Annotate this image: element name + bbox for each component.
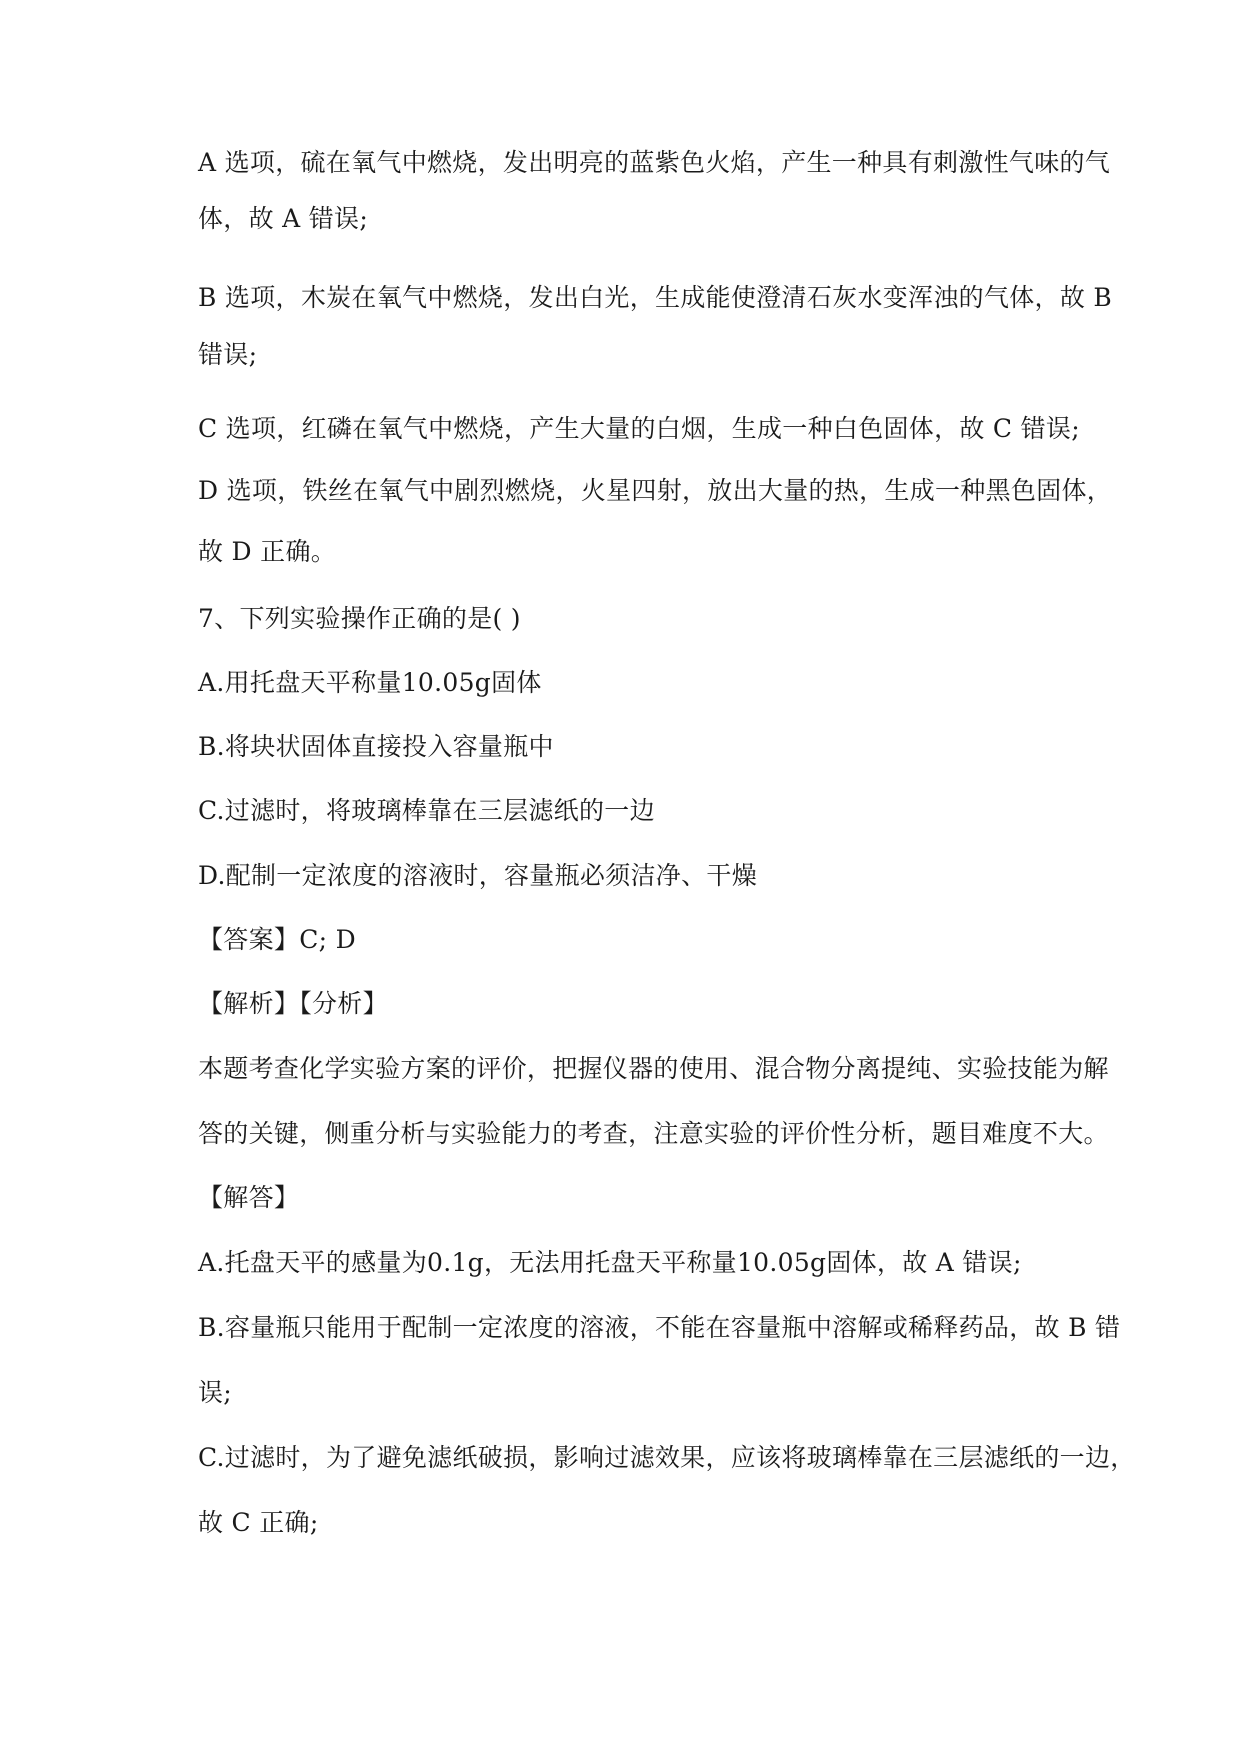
option-b: B.将块状固体直接投入容量瓶中	[198, 732, 554, 761]
text-line: D 选项，铁丝在氧气中剧烈燃烧，火星四射，放出大量的热，生成一种黑色固体，	[198, 476, 1113, 505]
text-line: A.托盘天平的感量为0.1g，无法用托盘天平称量10.05g固体，故 A 错误;	[198, 1248, 1022, 1277]
text-line: 错误;	[198, 340, 258, 369]
text-line: B.容量瓶只能用于配制一定浓度的溶液，不能在容量瓶中溶解或稀释药品，故 B 错	[198, 1313, 1121, 1342]
text-line: C.过滤时，为了避免滤纸破损，影响过滤效果，应该将玻璃棒靠在三层滤纸的一边，	[198, 1443, 1136, 1472]
text-line: A 选项，硫在氧气中燃烧，发出明亮的蓝紫色火焰，产生一种具有刺激性气味的气	[198, 148, 1111, 177]
option-a: A.用托盘天平称量10.05g固体	[198, 668, 542, 697]
text-line: 本题考查化学实验方案的评价，把握仪器的使用、混合物分离提纯、实验技能为解	[198, 1054, 1109, 1083]
text-line: 故 D 正确。	[198, 537, 337, 566]
solution-heading: 【解答】	[198, 1183, 300, 1212]
answer-line: 【答案】C; D	[198, 925, 356, 954]
text-line: B 选项，木炭在氧气中燃烧，发出白光，生成能使澄清石灰水变浑浊的气体，故 B	[198, 283, 1113, 312]
text-line: 体，故 A 错误;	[198, 204, 369, 233]
analysis-heading: 【解析】【分析】	[198, 989, 388, 1018]
question-title: 7、下列实验操作正确的是( )	[198, 604, 521, 633]
text-line: C 选项，红磷在氧气中燃烧，产生大量的白烟，生成一种白色固体，故 C 错误;	[198, 414, 1080, 443]
text-line: 答的关键，侧重分析与实验能力的考查，注意实验的评价性分析，题目难度不大。	[198, 1119, 1109, 1148]
option-c: C.过滤时，将玻璃棒靠在三层滤纸的一边	[198, 796, 655, 825]
text-line: 故 C 正确;	[198, 1508, 319, 1537]
option-d: D.配制一定浓度的溶液时，容量瓶必须洁净、干燥	[198, 861, 758, 890]
text-line: 误;	[198, 1378, 233, 1407]
